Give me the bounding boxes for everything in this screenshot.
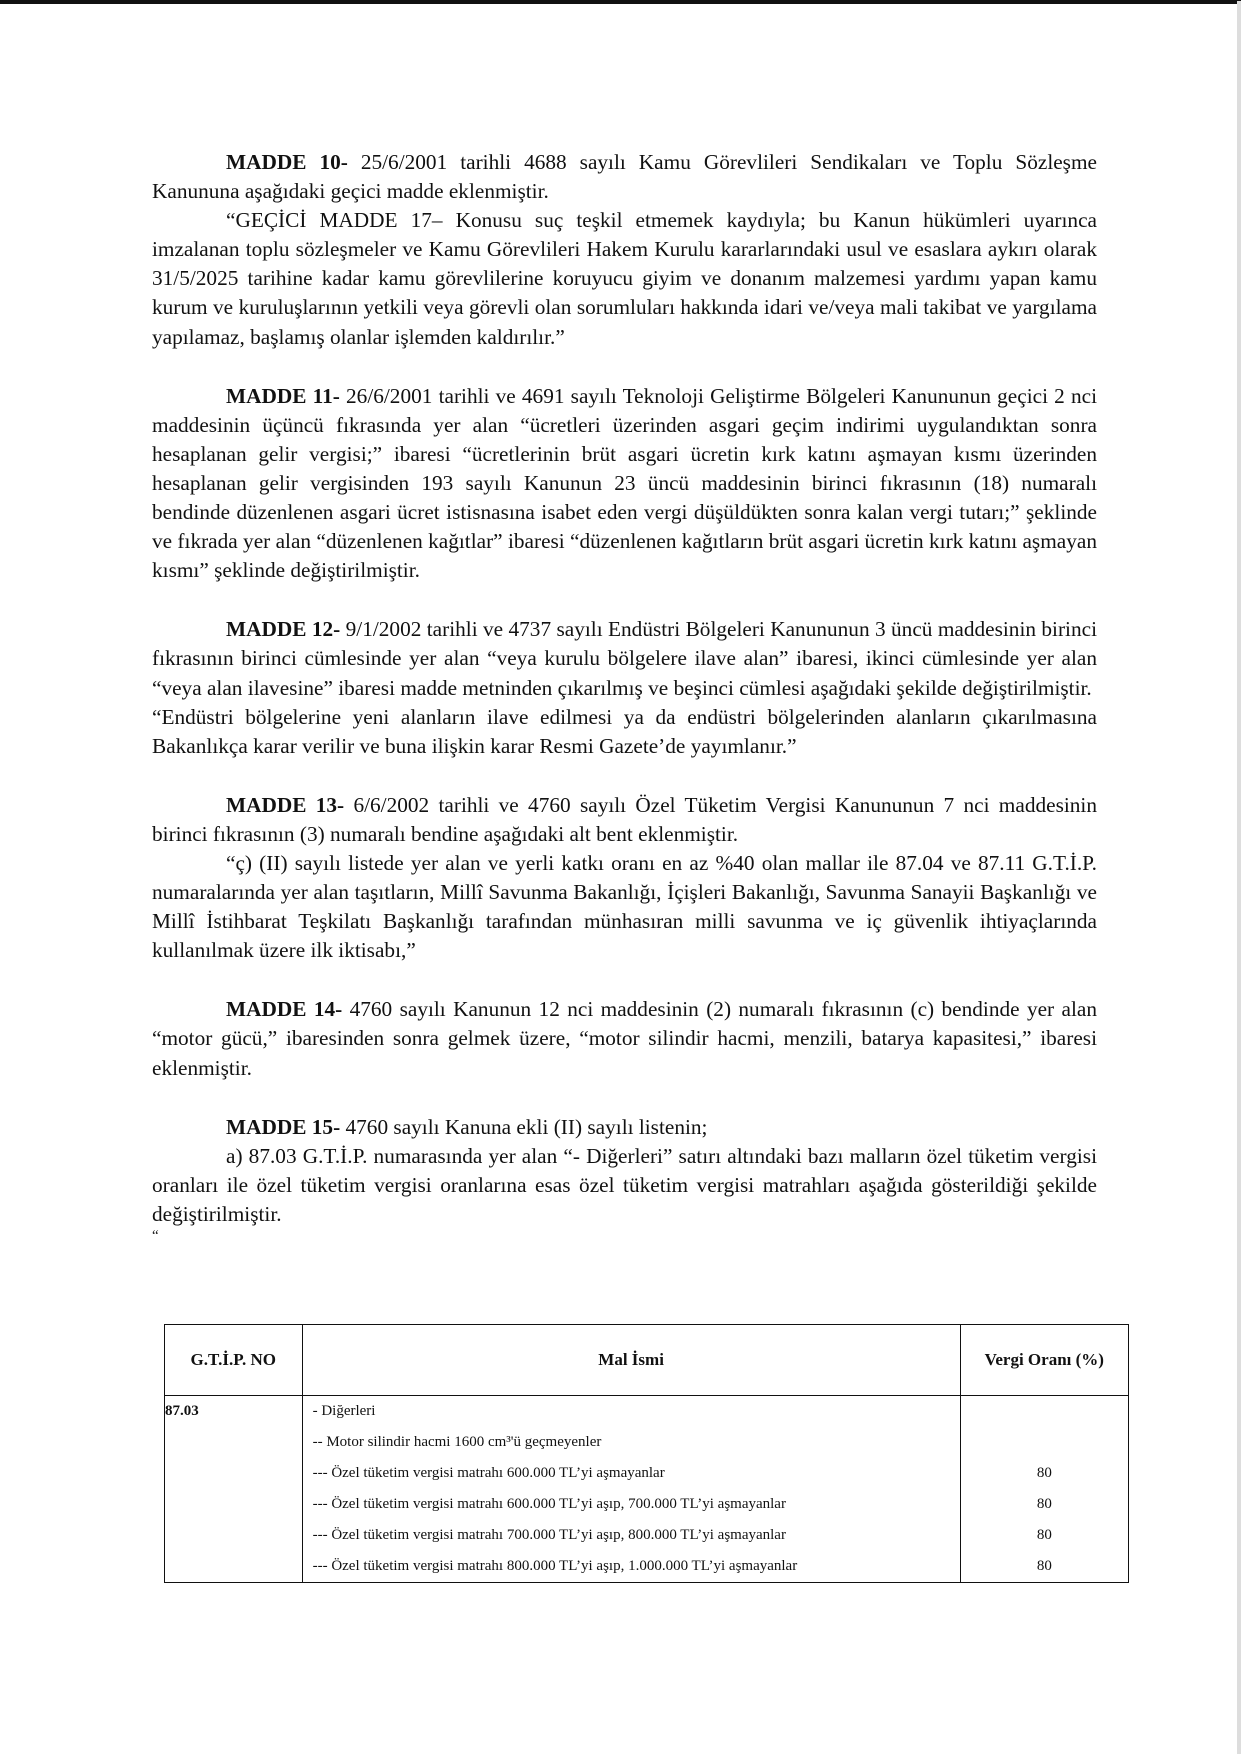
article-10-heading: MADDE 10-: [226, 150, 348, 174]
article-10-paragraph-2: “GEÇİCİ MADDE 17– Konusu suç teşkil etmemek kaydıyla; bu Kanun hükümleri uyarınca imzalanan toplu sözleşmeler ve Kamu Görevlileri Hakem Kurulu kararlarındaki usul ve esaslara aykırı olarak 31/5/2025 tarihine kadar kamu görevlilerine koruyucu giyim ve donanım malzemesi yardımı yapan kamu kurum ve kuruluşlarının yetkili veya görevli olan sorumluları hakkında idari ve/veya mali takibat ve yargılama yapılamaz, başlamış olanlar işlemden kaldırılır.”: [152, 208, 1097, 349]
row-item-name: --- Özel tüketim vergisi matrahı 600.000 TL’yi aşmayanlar: [302, 1458, 960, 1489]
row-item-name: --- Özel tüketim vergisi matrahı 800.000 TL’yi aşıp, 1.000.000 TL’yi aşmayanlar: [302, 1551, 960, 1583]
row-tax-rate: [960, 1396, 1128, 1428]
table-open-quote: “: [152, 1228, 159, 1244]
article-11-text-1: 26/6/2001 tarihli ve 4691 sayılı Teknoloji Geliştirme Bölgeleri Kanununun geçici 2 nci maddesinin üçüncü fıkrasında yer alan “ücretleri üzerinden asgari geçim indirimi uygulandıktan sonra hesaplanan gelir vergisi;” ibaresi “ücretlerinin brüt asgari ücretin kırk katını aşmayan kısmı üzerinden hesaplanan gelir vergisinden 193 sayılı Kanunun 23 üncü maddesinin birinci fıkrasının (18) numaralı bendinde düzenlenen asgari ücret istisnasına isabet eden vergi düşüldükten sonra kalan vergi tutarı;” şeklinde ve fıkrada yer alan “düzenlenen kağıtlar” ibaresi “düzenlenen kağıtların brüt asgari ücretin kırk katını aşmayan kısmı” şeklinde değiştirilmiştir.: [152, 383, 1098, 583]
row-gtip-code: 87.03: [165, 1396, 303, 1428]
row-item-name: -- Motor silindir hacmi 1600 cm³'ü geçmeyenler: [302, 1427, 960, 1458]
top-border-line: [0, 0, 1241, 4]
article-13-paragraph-1: [152, 791, 1097, 849]
table-header-row: [165, 1325, 1129, 1396]
row-item-name: - Diğerleri: [302, 1396, 960, 1428]
table-row: [165, 1458, 1129, 1489]
article-11-heading: MADDE 11-: [226, 383, 340, 408]
table-row: [165, 1520, 1129, 1551]
article-13-text-1: 6/6/2002 tarihli ve 4760 sayılı Özel Tüketim Vergisi Kanununun 7 nci maddesinin birinci fıkrasının (3) numaralı bendine aşağıdaki alt bent eklenmiştir.: [152, 792, 1097, 846]
article-11-paragraph-1: [152, 382, 1097, 586]
article-15-paragraph-2: a) 87.03 G.T.İ.P. numarasında yer alan “- Diğerleri” satırı altındaki bazı malların özel tüketim vergisi oranları ile özel tüketim vergisi oranlarına esas özel tüketim vergisi matrahları aşağıda gösterildiği şekilde değiştirilmiştir.: [152, 1143, 1097, 1226]
article-15-paragraph-1: [152, 1113, 1097, 1142]
article-15-heading: MADDE 15-: [226, 1114, 341, 1139]
header-mal-ismi: Mal İsmi: [302, 1325, 960, 1396]
row-tax-rate: 80: [960, 1551, 1128, 1583]
row-gtip-code: [165, 1427, 303, 1458]
article-14-heading: MADDE 14-: [226, 997, 343, 1022]
article-12-heading: MADDE 12-: [226, 617, 341, 642]
article-12-paragraph-1: [152, 615, 1097, 702]
article-15-text-1: 4760 sayılı Kanuna ekli (II) sayılı listenin;: [345, 1114, 708, 1139]
article-14-paragraph-1: [152, 995, 1097, 1082]
article-12-text-1: 9/1/2002 tarihli ve 4737 sayılı Endüstri Bölgeleri Kanununun 3 üncü maddesinin birinci fıkrasının birinci cümlesinde yer alan “veya kurulu bölgelere ilave alan” ibaresi, ikinci cümlesinde yer alan “veya alan ilavesine” ibaresi madde metninden çıkarılmış ve beşinci cümlesi aşağıdaki şekilde değiştirilmiştir.: [152, 617, 1097, 700]
row-gtip-code: [165, 1489, 303, 1520]
table-row: [165, 1427, 1129, 1458]
article-13-heading: MADDE 13-: [226, 792, 345, 817]
header-vergi-orani: Vergi Oranı (%): [960, 1325, 1128, 1396]
right-scan-edge: [1237, 1, 1241, 1754]
row-gtip-code: [165, 1520, 303, 1551]
table-row: [165, 1396, 1129, 1428]
row-tax-rate: 80: [960, 1489, 1128, 1520]
table-row: [165, 1489, 1129, 1520]
row-tax-rate: 80: [960, 1520, 1128, 1551]
row-item-name: --- Özel tüketim vergisi matrahı 600.000 TL’yi aşıp, 700.000 TL’yi aşmayanlar: [302, 1489, 960, 1520]
article-13-paragraph-2: “ç) (II) sayılı listede yer alan ve yerli katkı oranı en az %40 olan mallar ile 87.04 ve 87.11 G.T.İ.P. numaralarında yer alan taşıtların, Millî Savunma Bakanlığı, İçişleri Bakanlığı, Savunma Sanayii Başkanlığı ve Millî İstihbarat Teşkilatı Başkanlığı tarafından münhasıran milli savunma ve iç güvenlik ihtiyaçlarında kullanılmak üzere ilk iktisabı,”: [152, 850, 1097, 963]
tax-rate-table: [164, 1324, 1129, 1583]
row-gtip-code: [165, 1551, 303, 1583]
document-body: [152, 148, 1097, 1243]
article-14-text-1: 4760 sayılı Kanunun 12 nci maddesinin (2) numaralı fıkrasının (c) bendinde yer alan “motor gücü,” ibaresinden sonra gelmek üzere, “motor silindir hacmi, menzili, batarya kapasitesi,” ibaresi eklenmiştir.: [152, 997, 1097, 1080]
row-tax-rate: 80: [960, 1458, 1128, 1489]
row-gtip-code: [165, 1458, 303, 1489]
article-12-paragraph-2: “Endüstri bölgelerine yeni alanların ilave edilmesi ya da endüstri bölgelerinden alanların çıkarılmasına Bakanlıkça karar verilir ve buna ilişkin karar Resmi Gazete’de yayımlanır.”: [152, 704, 1097, 758]
header-gtip-no: G.T.İ.P. NO: [165, 1325, 303, 1396]
table-row: [165, 1551, 1129, 1583]
article-10-text-1: 25/6/2001 tarihli 4688 sayılı Kamu Görevlileri Sendikaları ve Toplu Sözleşme Kanununa aşağıdaki geçici madde eklenmiştir.: [152, 150, 1097, 204]
row-item-name: --- Özel tüketim vergisi matrahı 700.000 TL’yi aşıp, 800.000 TL’yi aşmayanlar: [302, 1520, 960, 1551]
article-10-paragraph-1: [152, 148, 1097, 206]
row-tax-rate: [960, 1427, 1128, 1458]
